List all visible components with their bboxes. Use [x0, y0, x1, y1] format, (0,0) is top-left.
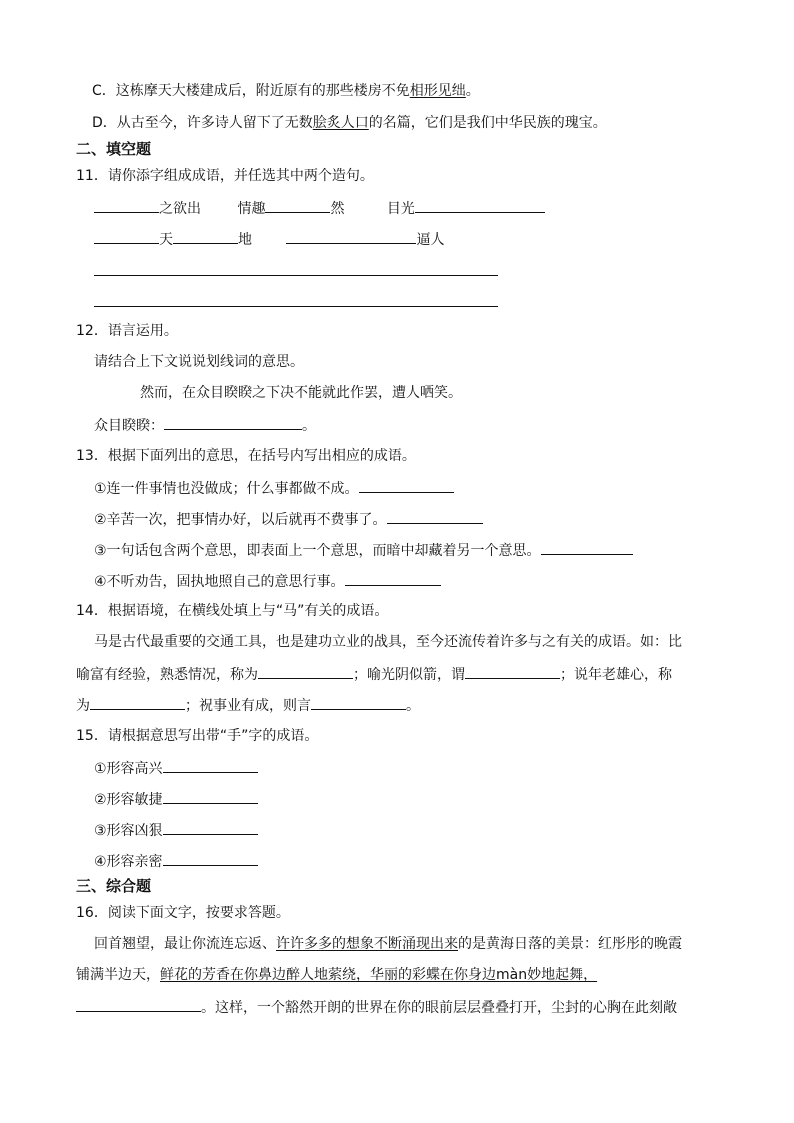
- option-d-text: D．从古至今，许多诗人留下了无数: [92, 115, 313, 131]
- q15-item: [94, 820, 258, 840]
- idiom-fragment: 天: [159, 232, 173, 248]
- answer-blank[interactable]: [311, 695, 406, 710]
- sentence-writing-line[interactable]: [94, 306, 498, 307]
- q16-underlined-text: 许许多多的想象不断涌现出来: [276, 936, 458, 952]
- q12-answer-label: 众目睽睽：: [94, 418, 164, 434]
- q11-row-2: [94, 229, 444, 249]
- q16-passage-line-1: [94, 935, 682, 953]
- q15-item-text: ③形容凶狠: [94, 823, 163, 839]
- section-heading-fill-in: 二、填空题: [76, 140, 152, 158]
- answer-blank[interactable]: [94, 198, 159, 213]
- answer-blank[interactable]: [94, 229, 159, 244]
- q15-item-text: ②形容敏捷: [94, 792, 163, 808]
- q14-paragraph-line-2: [76, 664, 672, 684]
- idiom-fragment: 目光: [386, 201, 415, 217]
- sentence-writing-line[interactable]: [94, 275, 498, 276]
- q15-item: [94, 851, 258, 871]
- section-heading-comprehensive: 三、综合题: [76, 877, 152, 895]
- q14-text: 。: [406, 698, 420, 714]
- answer-blank[interactable]: [345, 571, 441, 586]
- q13-item-text: ④不听劝告，固执地照自己的意思行事。: [94, 574, 345, 590]
- answer-blank[interactable]: [387, 509, 483, 524]
- q12-answer: [94, 415, 316, 435]
- q15-stem: 15．请根据意思写出带“手”字的成语。: [76, 728, 319, 744]
- q14-stem: 14．根据语境，在横线处填上与“马”有关的成语。: [76, 603, 389, 619]
- answer-blank[interactable]: [163, 789, 258, 804]
- option-c-text: C．这栋摩天大楼建成后，附近原有的那些楼房不免: [92, 83, 410, 99]
- q13-item-text: ①连一件事情也没做成；什么事都做不成。: [94, 481, 359, 497]
- answer-blank[interactable]: [173, 229, 238, 244]
- option-d-underlined-word: 脍炙人口: [312, 115, 369, 131]
- q13-item-text: ③一句话包含两个意思，即表面上一个意思，而暗中却藏着另一个意思。: [94, 543, 541, 559]
- q12-sentence: 然而，在众目睽睽之下决不能就此作罢，遭人哂笑。: [140, 385, 462, 401]
- q16-text: 的是黄海日落的美景：红彤彤的晚霞: [458, 936, 682, 952]
- answer-blank[interactable]: [359, 478, 454, 493]
- q14-paragraph-line-3: [76, 695, 420, 715]
- answer-blank[interactable]: [541, 540, 633, 555]
- q11-row-1: [94, 198, 545, 218]
- q16-text: 回首翘望，最让你流连忘返、: [94, 936, 276, 952]
- q16-stem: 16．阅读下面文字，按要求答题。: [76, 905, 290, 921]
- q13-item: [94, 571, 441, 591]
- idiom-fragment: 之欲出: [159, 201, 201, 217]
- q16-text: 。这样，一个豁然开朗的世界在你的眼前层层叠叠打开，尘封的心胸在此刻敞: [201, 1000, 677, 1016]
- q14-paragraph-line-1: 马是古代最重要的交通工具，也是建功立业的战具，至今还流传着许多与之有关的成语。如：比: [94, 634, 682, 650]
- q11-stem: 11．请你添字组成成语，并任选其中两个造句。: [76, 168, 374, 184]
- answer-blank[interactable]: [258, 664, 353, 679]
- answer-blank[interactable]: [164, 415, 302, 430]
- answer-blank[interactable]: [163, 851, 258, 866]
- q14-text: ；喻光阴似箭，谓: [353, 667, 465, 683]
- q16-passage-line-2: [76, 966, 597, 984]
- q14-text: 喻富有经验，熟悉情况，称为: [76, 667, 258, 683]
- idiom-fragment: 地: [238, 232, 252, 248]
- answer-blank[interactable]: [465, 664, 560, 679]
- q13-item-text: ②辛苦一次，把事情办好，以后就再不费事了。: [94, 512, 387, 528]
- option-c: [92, 82, 480, 100]
- answer-blank[interactable]: [163, 758, 258, 773]
- q13-item: [94, 509, 483, 529]
- q13-item: [94, 478, 454, 498]
- q12-instruction: 请结合上下文说说划线词的意思。: [94, 354, 304, 370]
- option-d: [92, 114, 607, 132]
- answer-blank[interactable]: [415, 198, 545, 213]
- q15-item-text: ④形容亲密: [94, 854, 163, 870]
- option-c-end: 。: [465, 83, 480, 99]
- option-d-end: 的名篇，它们是我们中华民族的瑰宝。: [368, 115, 607, 131]
- idiom-fragment: 情趣: [237, 201, 266, 217]
- idiom-fragment: 然: [330, 201, 345, 217]
- q12-stem: 12．语言运用。: [76, 323, 178, 339]
- q15-item: [94, 789, 258, 809]
- q16-text: 铺满半边天，: [76, 967, 160, 983]
- answer-blank[interactable]: [90, 695, 185, 710]
- q13-item: [94, 540, 633, 560]
- answer-blank[interactable]: [163, 820, 258, 835]
- answer-blank[interactable]: [265, 198, 330, 213]
- q15-item-text: ①形容高兴: [94, 761, 163, 777]
- q14-text: ；说年老雄心，称: [560, 667, 672, 683]
- q13-stem: 13．根据下面列出的意思，在括号内写出相应的成语。: [76, 448, 416, 464]
- q15-item: [94, 758, 258, 778]
- q16-passage-line-3: [76, 997, 677, 1017]
- idiom-fragment: 逼人: [416, 232, 445, 248]
- q12-answer-end: 。: [302, 418, 316, 434]
- answer-blank[interactable]: [286, 229, 416, 244]
- answer-blank[interactable]: [76, 997, 201, 1012]
- option-c-underlined-word: 相形见绌: [409, 83, 466, 99]
- q14-text: ；祝事业有成，则言: [185, 698, 311, 714]
- q16-underlined-text: 鲜花的芳香在你鼻边醉人地萦绕，华丽的彩蝶在你身边màn妙地起舞，: [160, 967, 598, 983]
- q14-text: 为: [76, 698, 90, 714]
